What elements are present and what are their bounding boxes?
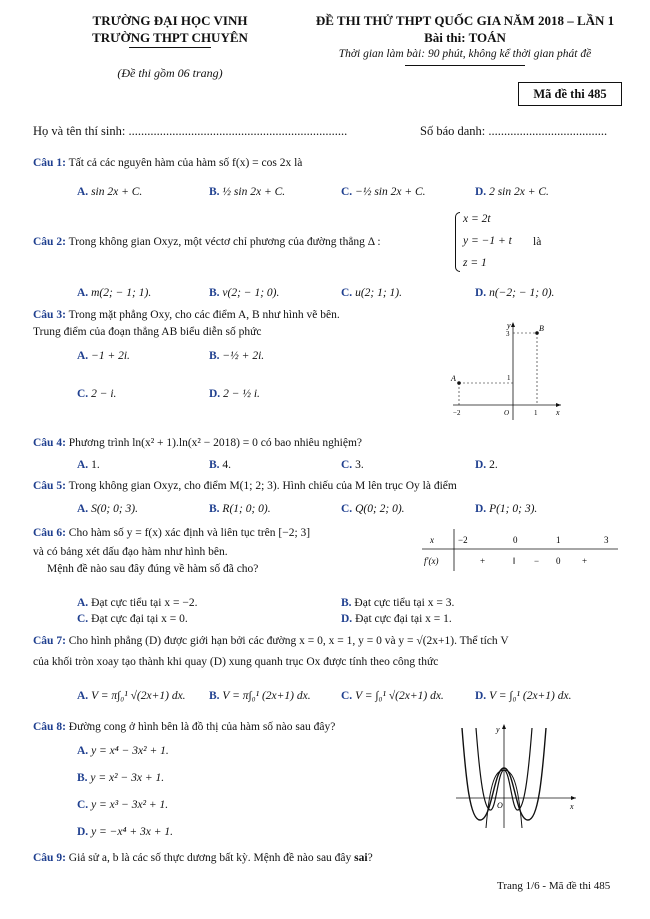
q4-option-d[interactable] bbox=[475, 459, 498, 471]
q5-option-c-letter: C. bbox=[341, 503, 353, 515]
q4-option-a-letter: A. bbox=[77, 459, 89, 471]
q3-option-a-text: −1 + 2i. bbox=[91, 350, 130, 362]
q1-option-b-letter: B. bbox=[209, 186, 220, 198]
q2-option-d-text: n(−2; − 1; 0). bbox=[489, 287, 555, 299]
q8-option-a[interactable] bbox=[77, 745, 169, 757]
exam-title: ĐỀ THI THỬ THPT QUỐC GIA NĂM 2018 – LẦN 1 bbox=[315, 13, 615, 28]
q3-b-label: B bbox=[539, 324, 544, 333]
q8-option-a-text: y = x⁴ − 3x² + 1. bbox=[91, 745, 169, 757]
q2-option-b-letter: B. bbox=[209, 287, 220, 299]
q7-option-b-letter: B. bbox=[209, 690, 220, 702]
question-7-label: Câu 7: bbox=[33, 635, 66, 647]
q2-option-d-letter: D. bbox=[475, 287, 487, 299]
question-1-label: Câu 1: bbox=[33, 157, 66, 169]
q3-option-c[interactable] bbox=[77, 388, 116, 400]
q4-option-c-letter: C. bbox=[341, 459, 353, 471]
q6-option-d[interactable] bbox=[341, 613, 452, 625]
q3-origin: O bbox=[504, 409, 510, 417]
time-note: Thời gian làm bài: 90 phút, không kể thời gian phát đề bbox=[338, 48, 592, 60]
q1-option-d[interactable] bbox=[475, 186, 549, 198]
page-footer: Trang 1/6 - Mã đề thi 485 bbox=[497, 880, 611, 892]
q6-sign-1: + bbox=[480, 556, 486, 566]
q3-tick-neg2: −2 bbox=[453, 409, 461, 417]
question-1 bbox=[33, 157, 302, 169]
q4-option-d-text: 2. bbox=[489, 459, 498, 471]
question-2-text: Trong không gian Oxyz, một véctơ chỉ phương của đường thẳng Δ : bbox=[68, 236, 381, 248]
question-9-text: Giả sử a, b là các số thực dương bất kỳ. Mệnh đề nào sau đây bbox=[68, 852, 352, 864]
q8-origin: O bbox=[497, 801, 503, 810]
q7-option-d-letter: D. bbox=[475, 690, 487, 702]
q8-option-d-letter: D. bbox=[77, 826, 89, 838]
q2-option-d[interactable] bbox=[475, 287, 554, 299]
question-2-label: Câu 2: bbox=[33, 236, 66, 248]
q3-option-b-text: −½ + 2i. bbox=[222, 350, 265, 362]
q1-option-d-text: 2 sin 2x + C. bbox=[489, 186, 549, 198]
q6-x-v4: 3 bbox=[604, 535, 609, 545]
q1-option-a[interactable] bbox=[77, 186, 142, 198]
q2-option-b[interactable] bbox=[209, 287, 279, 299]
q6-sign-4: 0 bbox=[556, 556, 561, 566]
q1-option-a-letter: A. bbox=[77, 186, 89, 198]
q6-sign-2: ‖ bbox=[513, 556, 516, 566]
question-3 bbox=[33, 309, 340, 321]
question-1-text: Tất cả các nguyên hàm của hàm số f(x) = cos 2x là bbox=[68, 157, 303, 169]
subject: Bài thi: TOÁN bbox=[424, 30, 506, 45]
q1-option-b[interactable] bbox=[209, 186, 285, 198]
q8-option-d[interactable] bbox=[77, 826, 173, 838]
question-3-text1: Trong mặt phẳng Oxy, cho các điểm A, B như hình vẽ bên. bbox=[68, 309, 340, 321]
question-6-label: Câu 6: bbox=[33, 527, 66, 539]
question-4 bbox=[33, 437, 362, 449]
system-eq-3: z = 1 bbox=[463, 257, 487, 269]
question-8 bbox=[33, 721, 335, 733]
q6-option-b-text: Đạt cực tiểu tại x = 3. bbox=[354, 597, 455, 609]
q5-option-c-text: Q(0; 2; 0). bbox=[355, 503, 405, 515]
q6-option-d-letter: D. bbox=[341, 613, 353, 625]
q7-option-c-letter: C. bbox=[341, 690, 353, 702]
q5-option-a-letter: A. bbox=[77, 503, 89, 515]
q8-option-b-text: y = x² − 3x + 1. bbox=[90, 772, 165, 784]
q6-fx-header: f′(x) bbox=[424, 556, 439, 566]
q4-option-b-letter: B. bbox=[209, 459, 220, 471]
q3-option-a[interactable] bbox=[77, 350, 130, 362]
system-brace bbox=[455, 212, 460, 272]
q3-tick-1: 1 bbox=[507, 374, 511, 382]
q3-tick-3: 3 bbox=[506, 330, 510, 338]
q8-option-b-letter: B. bbox=[77, 772, 88, 784]
q7-option-a-letter: A. bbox=[77, 690, 89, 702]
q3-option-c-text: 2 − i. bbox=[91, 388, 117, 400]
q6-sign-table bbox=[420, 527, 620, 573]
q8-option-b[interactable] bbox=[77, 772, 164, 784]
q1-option-d-letter: D. bbox=[475, 186, 487, 198]
question-2 bbox=[33, 236, 381, 248]
q8-option-c[interactable] bbox=[77, 799, 168, 811]
q4-option-c[interactable] bbox=[341, 459, 364, 471]
q4-option-a[interactable] bbox=[77, 459, 100, 471]
q2-option-c[interactable] bbox=[341, 287, 402, 299]
q3-coordinate-figure bbox=[445, 318, 565, 423]
candidate-name-label: Họ và tên thí sinh: ...................................................................... bbox=[33, 124, 348, 138]
q3-option-b-letter: B. bbox=[209, 350, 220, 362]
question-4-text: Phương trình ln(x² + 1).ln(x² − 2018) = 0 có bao nhiêu nghiệm? bbox=[68, 437, 363, 449]
q6-x-v2: 0 bbox=[513, 535, 518, 545]
question-5-text: Trong không gian Oxyz, cho điểm M(1; 2; 3). Hình chiếu của M lên trục Oy là điểm bbox=[68, 480, 457, 492]
q3-y-label: y bbox=[507, 321, 511, 330]
q4-option-c-text: 3. bbox=[355, 459, 364, 471]
q2-option-c-text: u(2; 1; 1). bbox=[355, 287, 403, 299]
q4-option-b[interactable] bbox=[209, 459, 231, 471]
question-7 bbox=[33, 635, 509, 647]
q7-option-b-text: V = π∫₀¹ (2x+1) dx. bbox=[222, 690, 311, 702]
q6-x-header: x bbox=[430, 535, 434, 545]
system-eq-2: y = −1 + t bbox=[463, 235, 512, 247]
q8-x-arrow bbox=[571, 796, 576, 800]
q6-sign-3: − bbox=[534, 556, 540, 566]
question-4-label: Câu 4: bbox=[33, 437, 66, 449]
exam-code-box: Mã đề thi 485 bbox=[518, 82, 622, 106]
q6-sign-5: + bbox=[582, 556, 588, 566]
q2-option-c-letter: C. bbox=[341, 287, 353, 299]
q6-option-a[interactable] bbox=[77, 597, 197, 609]
q3-a-label: A bbox=[451, 374, 456, 383]
q6-x-v3: 1 bbox=[556, 535, 561, 545]
q1-option-c-letter: C. bbox=[341, 186, 353, 198]
q6-option-b-letter: B. bbox=[341, 597, 352, 609]
q5-option-b-text: R(1; 0; 0). bbox=[222, 503, 271, 515]
q8-graph bbox=[450, 720, 580, 830]
q6-option-a-letter: A. bbox=[77, 597, 89, 609]
question-5 bbox=[33, 480, 457, 492]
question-3-text2: Trung điểm của đoạn thẳng AB biểu diễn số phức bbox=[33, 326, 262, 338]
q1-option-c-text: −½ sin 2x + C. bbox=[355, 186, 426, 198]
q6-option-c-text: Đạt cực đại tại x = 0. bbox=[91, 613, 188, 625]
q6-option-d-text: Đạt cực đại tại x = 1. bbox=[355, 613, 452, 625]
q3-tick-x1: 1 bbox=[534, 409, 538, 417]
school-underline bbox=[129, 47, 211, 48]
q6-option-c[interactable] bbox=[77, 613, 188, 625]
q5-option-b[interactable] bbox=[209, 503, 271, 515]
question-7-text1: Cho hình phẳng (D) được giới hạn bởi các đường x = 0, x = 1, y = 0 và y = √(2x+1). Thể tích V bbox=[68, 635, 509, 647]
q7-option-d-text: V = ∫₀¹ (2x+1) dx. bbox=[489, 690, 572, 702]
q3-point-a bbox=[457, 381, 461, 385]
q5-option-d-text: P(1; 0; 3). bbox=[489, 503, 538, 515]
q6-x-v1: −2 bbox=[458, 535, 468, 545]
school-line1: TRƯỜNG ĐẠI HỌC VINH bbox=[92, 13, 248, 28]
question-7-text2: của khối tròn xoay tạo thành khi quay (D) xung quanh trục Ox được tính theo công thức bbox=[33, 656, 439, 668]
q7-option-b[interactable] bbox=[209, 690, 311, 702]
question-9-end: ? bbox=[367, 852, 373, 864]
q4-option-d-letter: D. bbox=[475, 459, 487, 471]
q5-option-d[interactable] bbox=[475, 503, 537, 515]
q5-option-a-text: S(0; 0; 3). bbox=[91, 503, 139, 515]
question-6-text2: và có bảng xét dấu đạo hàm như hình bên. bbox=[33, 546, 228, 558]
q8-x-label: x bbox=[570, 802, 574, 811]
q7-option-a[interactable] bbox=[77, 690, 186, 702]
question-8-text: Đường cong ở hình bên là đồ thị của hàm số nào sau đây? bbox=[68, 721, 336, 733]
q8-option-c-letter: C. bbox=[77, 799, 89, 811]
q7-option-c[interactable] bbox=[341, 690, 444, 702]
question-5-label: Câu 5: bbox=[33, 480, 66, 492]
q7-option-c-text: V = ∫₀¹ √(2x+1) dx. bbox=[355, 690, 444, 702]
q4-option-b-text: 4. bbox=[222, 459, 232, 471]
q1-option-a-text: sin 2x + C. bbox=[91, 186, 143, 198]
school-line2: TRƯỜNG THPT CHUYÊN bbox=[92, 30, 248, 45]
q2-option-b-text: v(2; − 1; 0). bbox=[222, 287, 280, 299]
q3-option-d-text: 2 − ½ i. bbox=[223, 388, 260, 400]
q3-option-b[interactable] bbox=[209, 350, 264, 362]
q3-x-arrow bbox=[556, 403, 561, 407]
question-3-label: Câu 3: bbox=[33, 309, 66, 321]
q8-y-label: y bbox=[496, 725, 500, 734]
q4-option-a-text: 1. bbox=[91, 459, 100, 471]
pages-note: (Đề thi gồm 06 trang) bbox=[117, 66, 223, 80]
question-9-label: Câu 9: bbox=[33, 852, 66, 864]
question-9 bbox=[33, 852, 373, 864]
q2-option-a-letter: A. bbox=[77, 287, 89, 299]
question-6-text1: Cho hàm số y = f(x) xác định và liên tục trên [−2; 3] bbox=[68, 527, 311, 539]
question-6 bbox=[33, 527, 310, 539]
q6-option-a-text: Đạt cực tiểu tại x = −2. bbox=[91, 597, 198, 609]
q3-x-label: x bbox=[556, 408, 560, 417]
question-8-label: Câu 8: bbox=[33, 721, 66, 733]
q8-option-a-letter: A. bbox=[77, 745, 89, 757]
question-6-text3: Mệnh đề nào sau đây đúng về hàm số đã cho? bbox=[47, 563, 259, 575]
q1-option-c[interactable] bbox=[341, 186, 426, 198]
q2-option-a-text: m(2; − 1; 1). bbox=[91, 287, 152, 299]
q8-y-arrow bbox=[502, 724, 506, 729]
q8-option-c-text: y = x³ − 3x² + 1. bbox=[91, 799, 169, 811]
candidate-id-label: Số báo danh: ...................................... bbox=[420, 124, 608, 138]
q5-option-b-letter: B. bbox=[209, 503, 220, 515]
system-eq-1: x = 2t bbox=[463, 213, 491, 225]
question-2-tail: là bbox=[533, 236, 542, 248]
q7-option-d[interactable] bbox=[475, 690, 572, 702]
q2-option-a[interactable] bbox=[77, 287, 151, 299]
q3-option-d[interactable] bbox=[209, 388, 260, 400]
q3-option-c-letter: C. bbox=[77, 388, 89, 400]
q1-option-b-text: ½ sin 2x + C. bbox=[222, 186, 286, 198]
q6-option-c-letter: C. bbox=[77, 613, 89, 625]
question-9-emphasis: sai bbox=[354, 852, 368, 864]
title-underline bbox=[405, 65, 525, 66]
q3-option-d-letter: D. bbox=[209, 388, 221, 400]
q3-option-a-letter: A. bbox=[77, 350, 89, 362]
q7-option-a-text: V = π∫₀¹ √(2x+1) dx. bbox=[91, 690, 186, 702]
q6-option-b[interactable] bbox=[341, 597, 454, 609]
q8-option-d-text: y = −x⁴ + 3x + 1. bbox=[91, 826, 174, 838]
q5-option-c[interactable] bbox=[341, 503, 405, 515]
q3-y-arrow bbox=[511, 322, 515, 327]
q5-option-a[interactable] bbox=[77, 503, 138, 515]
q5-option-d-letter: D. bbox=[475, 503, 487, 515]
